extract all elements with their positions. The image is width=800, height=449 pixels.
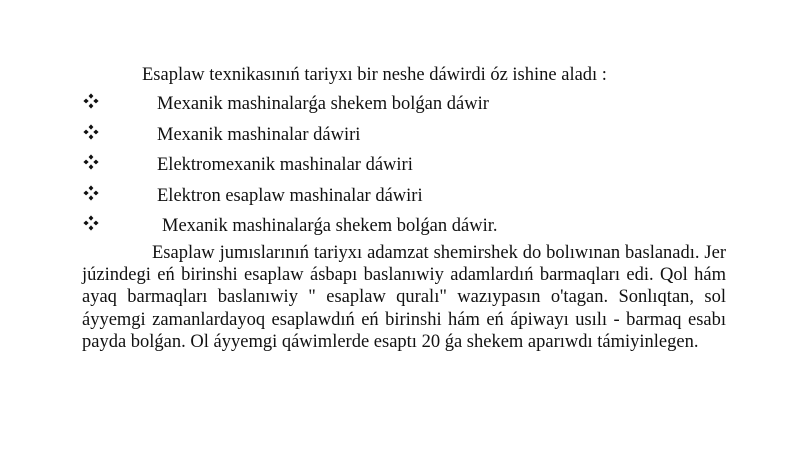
- list-item: [82, 184, 742, 215]
- period-list: [82, 92, 742, 245]
- intro-line: Esaplaw texnikasınıń tariyxı bir neshe dáwirdi óz ishine aladı :: [142, 65, 607, 85]
- history-paragraph: Esaplaw jumıslarınıń tariyxı adamzat shemirshek do bolıwınan baslanadı. Jer júzindegi eń birinshi esaplaw ásbapı baslanıwiy adamlardıń barmaqları edi. Qol hám ayaq barmaqları baslanıwiy " esaplaw quralı" wazıypasın o'tagan. Sonlıqtan, sol áyyemgi zamanlardayoq esaplawdıń eń birinshi hám eń ápiwayı usılı - barmaq esabı payda bolǵan. Ol áyyemgi qáwimlerde esaptı 20 ǵa shekem aparıwdı támiyinlegen.: [82, 243, 726, 352]
- list-item-text: Mexanik mashinalarǵa shekem bolǵan dáwir.: [162, 216, 498, 236]
- list-item-text: Elektromexanik mashinalar dáwiri: [157, 155, 413, 175]
- list-item-text: Mexanik mashinalar dáwiri: [157, 124, 361, 145]
- list-item-text: Mexanik mashinalarǵa shekem bolǵan dáwir: [157, 94, 489, 114]
- four-diamond-bullet-icon: [82, 184, 100, 202]
- four-diamond-bullet-icon: [82, 214, 100, 232]
- list-item: [82, 153, 742, 184]
- list-item: [82, 92, 742, 123]
- list-item: [82, 123, 742, 154]
- four-diamond-bullet-icon: [82, 92, 100, 110]
- four-diamond-bullet-icon: [82, 153, 100, 171]
- four-diamond-bullet-icon: [82, 123, 100, 141]
- list-item: [82, 214, 742, 245]
- list-item-text: Elektron esaplaw mashinalar dáwiri: [157, 185, 423, 206]
